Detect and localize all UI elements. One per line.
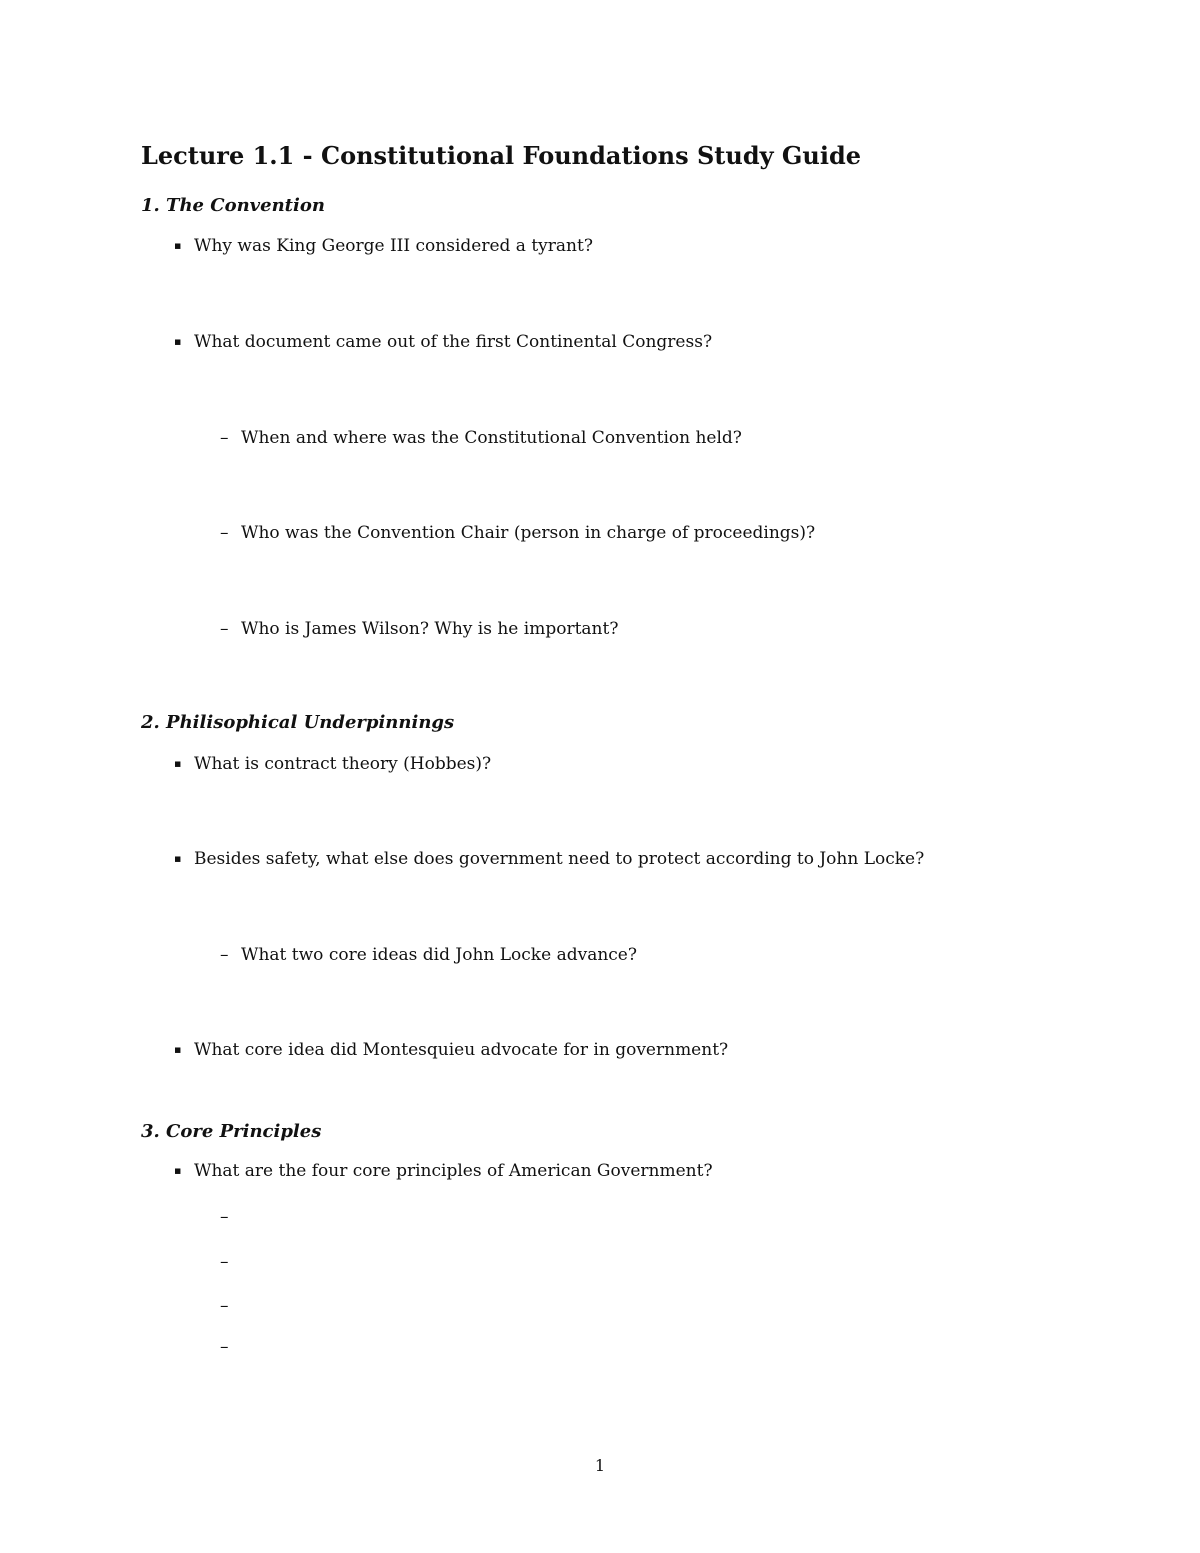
list-item xyxy=(174,1038,728,1062)
section-heading-philosophical-underpinnings: 2. Philisophical Underpinnings xyxy=(141,712,455,733)
section-heading-the-convention: 1. The Convention xyxy=(141,195,325,216)
bullet-icon: ▪ xyxy=(174,1164,182,1177)
question-text: Besides safety, what else does government need to protect according to John Locke? xyxy=(194,849,925,869)
question-text: What core idea did Montesquieu advocate for in government? xyxy=(194,1040,729,1060)
sub-list-item xyxy=(220,617,618,641)
dash-icon: – xyxy=(220,619,229,639)
question-text: Who is James Wilson? Why is he important? xyxy=(241,619,619,639)
blank-answer-line xyxy=(220,1335,241,1359)
question-text: What document came out of the first Continental Congress? xyxy=(194,332,713,352)
bullet-icon: ▪ xyxy=(174,1043,182,1056)
sub-list-item xyxy=(220,426,742,450)
question-text: What are the four core principles of American Government? xyxy=(194,1161,713,1181)
dash-icon: – xyxy=(220,1337,229,1357)
list-item xyxy=(174,847,924,871)
bullet-icon: ▪ xyxy=(174,335,182,348)
bullet-icon: ▪ xyxy=(174,852,182,865)
question-text: What two core ideas did John Locke advance? xyxy=(241,945,637,965)
sub-list-item xyxy=(220,943,637,967)
question-text: What is contract theory (Hobbes)? xyxy=(194,754,492,774)
dash-icon: – xyxy=(220,1252,229,1272)
bullet-icon: ▪ xyxy=(174,239,182,252)
sub-list-item xyxy=(220,521,815,545)
section-heading-core-principles: 3. Core Principles xyxy=(141,1121,322,1142)
question-text: Why was King George III considered a tyrant? xyxy=(194,236,593,256)
page-title: Lecture 1.1 - Constitutional Foundations Study Guide xyxy=(141,141,862,170)
question-text: When and where was the Constitutional Convention held? xyxy=(241,428,742,448)
dash-icon: – xyxy=(220,523,229,543)
blank-answer-line xyxy=(220,1294,241,1318)
question-text: Who was the Convention Chair (person in charge of proceedings)? xyxy=(241,523,816,543)
dash-icon: – xyxy=(220,428,229,448)
page-number: 1 xyxy=(594,1456,606,1475)
blank-answer-line xyxy=(220,1250,241,1274)
dash-icon: – xyxy=(220,1207,229,1227)
list-item xyxy=(174,1159,713,1183)
dash-icon: – xyxy=(220,1296,229,1316)
list-item xyxy=(174,752,491,776)
blank-answer-line xyxy=(220,1205,241,1229)
bullet-icon: ▪ xyxy=(174,757,182,770)
list-item xyxy=(174,234,593,258)
dash-icon: – xyxy=(220,945,229,965)
list-item xyxy=(174,330,712,354)
